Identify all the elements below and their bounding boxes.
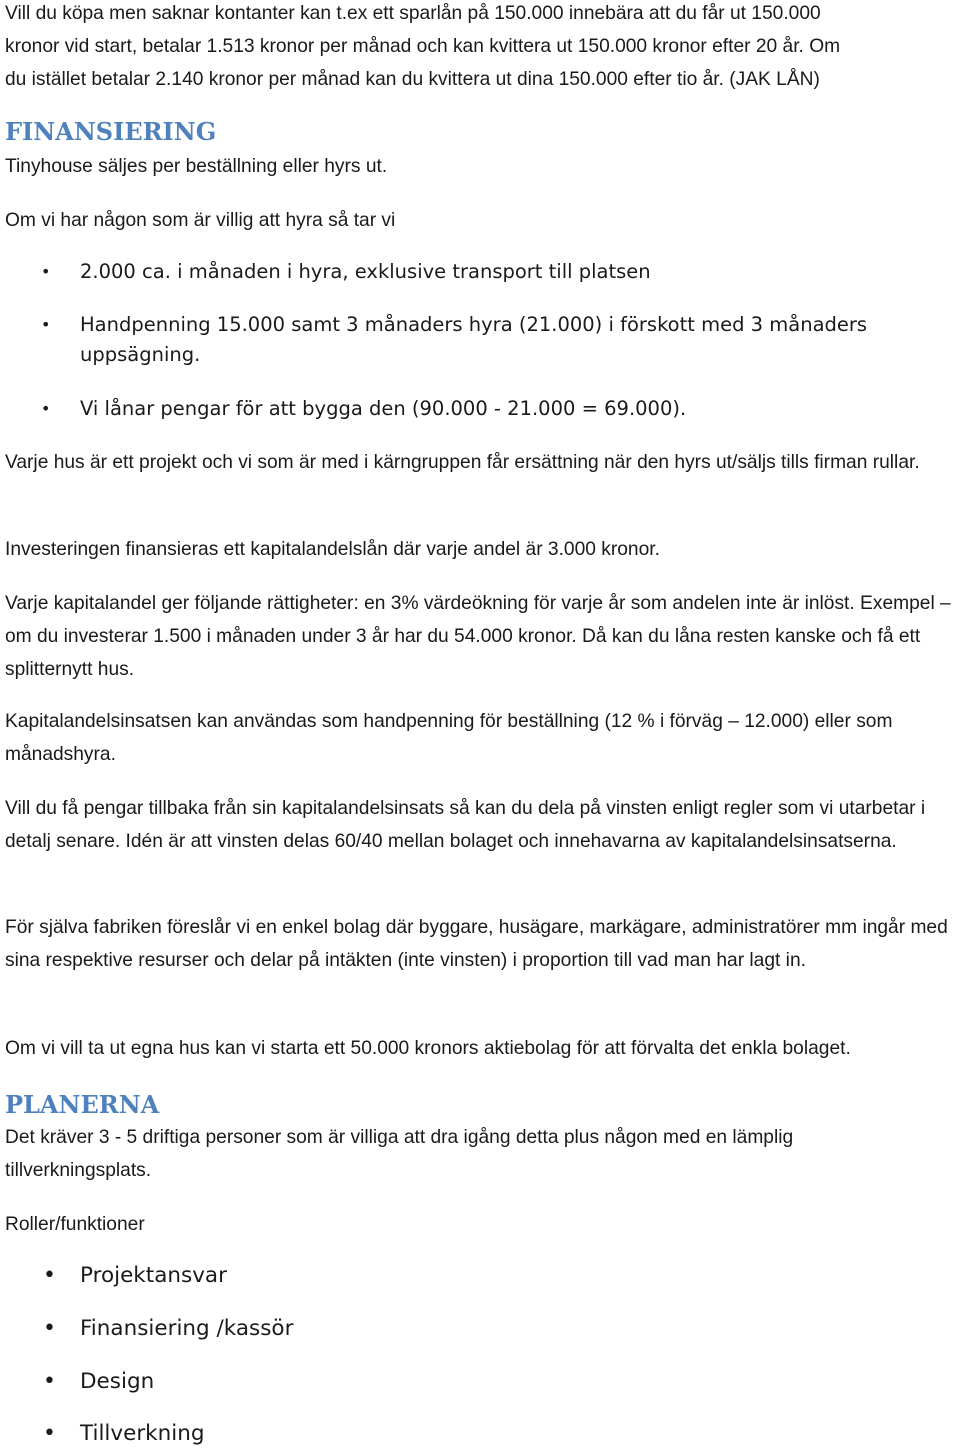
roles-list xyxy=(5,1314,705,1344)
paragraph: Investeringen finansieras ett kapitalandelslån där varje andel är 3.000 kronor. xyxy=(5,539,660,560)
paragraph: Tinyhouse säljes per beställning eller hyrs ut. xyxy=(5,156,388,177)
roles-list xyxy=(5,1367,705,1397)
list-item: • 2.000 ca. i månaden i hyra, exklusive transport till platsen xyxy=(5,257,955,287)
rent-terms-list xyxy=(5,394,955,424)
paragraph: Vill du få pengar tillbaka från sin kapitalandelsinsats så kan du dela på vinsten enligt regler som vi utarbetar i detalj senare. Idén är att vinsten delas 60/40 mellan bolaget och innehavarna av kapitalandelsinsatserna. xyxy=(5,798,926,852)
roles-list xyxy=(5,1419,705,1449)
section-heading-finansiering: FINANSIERING xyxy=(5,117,217,146)
intro-line-1: Vill du köpa men saknar kontanter kan t.ex ett sparlån på 150.000 innebära att du får ut 150.000 xyxy=(5,3,821,24)
paragraph: För själva fabriken föreslår vi en enkel bolag där byggare, husägare, markägare, administratörer mm ingår med sina respektive resurser och delar på intäkten (inte vinsten) i proportion till vad man har lagt in. xyxy=(5,917,948,971)
intro-line-2: kronor vid start, betalar 1.513 kronor per månad och kan kvittera ut 150.000 kronor efter 20 år. Om xyxy=(5,36,841,57)
rent-terms-list xyxy=(5,257,955,287)
list-item-role: • Finansiering /kassör xyxy=(5,1314,705,1344)
intro-line-3: du istället betalar 2.140 kronor per månad kan du kvittera ut dina 150.000 efter tio år. (JAK LÅN) xyxy=(5,69,820,90)
list-item: • Vi lånar pengar för att bygga den (90.000 - 21.000 = 69.000). xyxy=(5,394,955,424)
rent-terms-list xyxy=(5,310,925,370)
paragraph: Varje hus är ett projekt och vi som är med i kärngruppen får ersättning när den hyrs ut/säljs tills firman rullar. xyxy=(5,452,920,473)
paragraph: Kapitalandelsinsatsen kan användas som handpenning för beställning (12 % i förväg – 12.000) eller som månadshyra. xyxy=(5,711,893,765)
paragraph: Roller/funktioner xyxy=(5,1214,145,1235)
paragraph: Varje kapitalandel ger följande rättigheter: en 3% värdeökning för varje år som andelen inte är inlöst. Exempel – om du investerar 1.500 i månaden under 3 år har du 54.000 kronor. Då kan du låna resten kanske och få ett splitternytt hus. xyxy=(5,593,951,680)
roles-list xyxy=(5,1261,705,1291)
paragraph: Om vi har någon som är villig att hyra så tar vi xyxy=(5,210,396,231)
list-item-role: • Tillverkning xyxy=(5,1419,705,1449)
list-item-role: • Projektansvar xyxy=(5,1261,705,1291)
list-item: • Handpenning 15.000 samt 3 månaders hyra (21.000) i förskott med 3 månaders uppsägning. xyxy=(5,310,925,370)
section-heading-planerna: PLANERNA xyxy=(5,1090,160,1119)
list-item-role: • Design xyxy=(5,1367,705,1397)
paragraph: Om vi vill ta ut egna hus kan vi starta ett 50.000 kronors aktiebolag för att förvalta det enkla bolaget. xyxy=(5,1038,851,1059)
paragraph: Det kräver 3 - 5 driftiga personer som är villiga att dra igång detta plus någon med en lämplig tillverkningsplats. xyxy=(5,1127,794,1181)
